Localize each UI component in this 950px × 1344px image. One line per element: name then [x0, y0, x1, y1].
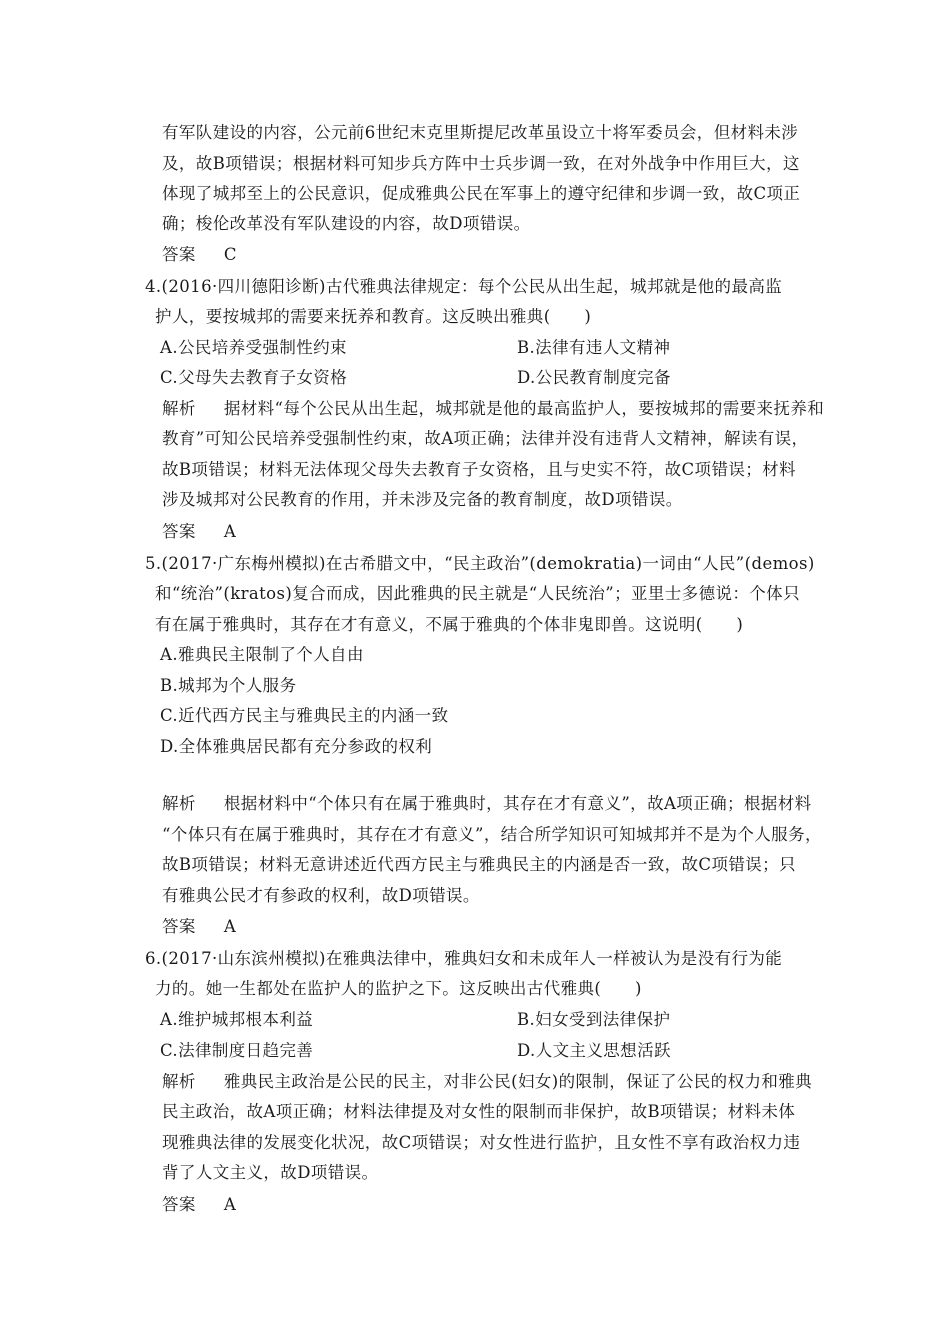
question-stem: 6.(2017·山东滨州模拟)在雅典法律中，雅典妇女和未成年人一样被认为是没有行为能 [145, 949, 783, 968]
analysis-line: 及，故B项错误；根据材料可知步兵方阵中士兵步调一致，在对外战争中作用巨大，这 [162, 154, 800, 173]
analysis-text: 据材料“每个公民从出生起，城邦就是他的最高监护人，要按城邦的需要来抚养和 [223, 399, 825, 418]
question-stem: 5.(2017·广东梅州模拟)在古希腊文中，“民主政治”(demokratia)一词由“人民”(demos) [145, 554, 815, 573]
analysis-line: 有军队建设的内容，公元前6世纪末克里斯提尼改革虽设立十将军委员会，但材料未涉 [162, 123, 799, 142]
answer-label: 答案 [162, 1195, 196, 1214]
option-c: C.法律制度日趋完善 [160, 1041, 314, 1060]
answer-line [162, 521, 236, 543]
answer-value: C [223, 245, 237, 264]
question-stem: 和“统治”(kratos)复合而成，因此雅典的民主就是“人民统治”；亚里士多德说：个体只 [155, 584, 800, 603]
answer-line [162, 1194, 236, 1216]
answer-label: 答案 [162, 245, 196, 264]
answer-value: A [223, 522, 237, 541]
option-a: A.维护城邦根本利益 [160, 1010, 314, 1029]
option-b: B.法律有违人文精神 [517, 338, 671, 357]
analysis-line: 涉及城邦对公民教育的作用，并未涉及完备的教育制度，故D项错误。 [162, 490, 683, 509]
analysis-line: 故B项错误；材料无法体现父母失去教育子女资格，且与史实不符，故C项错误；材料 [162, 460, 796, 479]
option-c: C.父母失去教育子女资格 [160, 368, 348, 387]
question-stem: 力的。她一生都处在监护人的监护之下。这反映出古代雅典( ) [155, 979, 642, 998]
analysis-line [162, 793, 812, 815]
question-stem: 护人，要按城邦的需要来抚养和教育。这反映出雅典( ) [155, 307, 592, 326]
option-d: D.人文主义思想活跃 [517, 1041, 671, 1060]
answer-value: A [223, 917, 237, 936]
analysis-label: 解析 [162, 794, 196, 813]
answer-value: A [223, 1195, 237, 1214]
option-d: D.公民教育制度完备 [517, 368, 671, 387]
analysis-line [162, 398, 824, 420]
analysis-line: 背了人文主义，故D项错误。 [162, 1163, 379, 1182]
analysis-text: 根据材料中“个体只有在属于雅典时，其存在才有意义”，故A项正确；根据材料 [223, 794, 812, 813]
answer-label: 答案 [162, 522, 196, 541]
analysis-line: 有雅典公民才有参政的权利，故D项错误。 [162, 886, 480, 905]
answer-label: 答案 [162, 917, 196, 936]
analysis-label: 解析 [162, 1072, 196, 1091]
option-a: A.公民培养受强制性约束 [160, 338, 347, 357]
option-b: B.妇女受到法律保护 [517, 1010, 671, 1029]
analysis-line [162, 1071, 812, 1093]
analysis-text: 雅典民主政治是公民的民主，对非公民(妇女)的限制，保证了公民的权力和雅典 [223, 1072, 813, 1091]
option-d: D.全体雅典居民都有充分参政的权利 [160, 737, 433, 756]
analysis-label: 解析 [162, 399, 196, 418]
analysis-line: 确；梭伦改革没有军队建设的内容，故D项错误。 [162, 214, 531, 233]
answer-line [162, 916, 236, 938]
analysis-line: 体现了城邦至上的公民意识，促成雅典公民在军事上的遵守纪律和步调一致，故C项正 [162, 184, 801, 203]
option-b: B.城邦为个人服务 [160, 676, 297, 695]
option-a: A.雅典民主限制了个人自由 [160, 645, 364, 664]
answer-line [162, 244, 237, 266]
analysis-line: 民主政治，故A项正确；材料法律提及对女性的限制而非保护，故B项错误；材料未体 [162, 1102, 796, 1121]
analysis-line: 教育”可知公民培养受强制性约束，故A项正确；法律并没有违背人文精神，解读有误， [162, 429, 809, 448]
analysis-line: 现雅典法律的发展变化状况，故C项错误；对女性进行监护，且女性不享有政治权力违 [162, 1133, 801, 1152]
analysis-line: 故B项错误；材料无意讲述近代西方民主与雅典民主的内涵是否一致，故C项错误；只 [162, 855, 796, 874]
question-stem: 有在属于雅典时，其存在才有意义，不属于雅典的个体非鬼即兽。这说明( ) [155, 615, 744, 634]
question-stem: 4.(2016·四川德阳诊断)古代雅典法律规定：每个公民从出生起，城邦就是他的最高监 [145, 277, 783, 296]
analysis-line: “个体只有在属于雅典时，其存在才有意义”，结合所学知识可知城邦并不是为个人服务， [162, 825, 822, 844]
option-c: C.近代西方民主与雅典民主的内涵一致 [160, 706, 449, 725]
